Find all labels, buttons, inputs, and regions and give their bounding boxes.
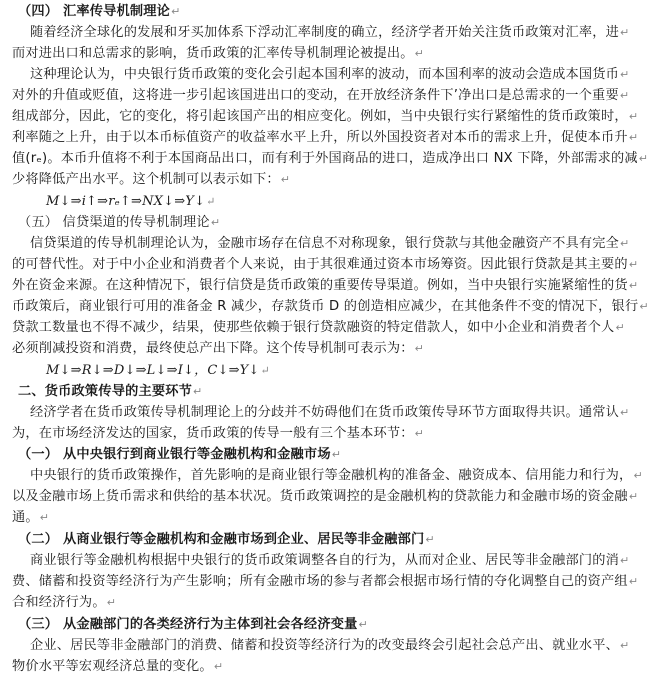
text-line: [30, 234, 629, 255]
formula-line: [46, 361, 270, 382]
paragraph-mark-icon: ↵: [628, 490, 639, 503]
paragraph-mark-icon: ↵: [414, 342, 425, 355]
text-line: [18, 213, 220, 234]
text-line: [12, 339, 424, 360]
text-line: [12, 170, 290, 191]
text-line: [12, 276, 638, 297]
line-text: 随着经济全球化的发展和牙买加体系下浮动汇率制度的确立，经济学者开始关注货币政策对汇率，进: [30, 25, 620, 40]
line-text: 币政策后，商业银行可用的准备金 R 减少，存款货币 D 的创造相应减少，在其他条件不变的情况下，银行: [12, 299, 639, 314]
section-heading: [18, 530, 435, 551]
paragraph-mark-icon: ↵: [620, 26, 630, 39]
paragraph-mark-icon: ↵: [639, 300, 649, 313]
paragraph-mark-icon: ↵: [619, 89, 630, 102]
line-text: 而对进出口和总需求的影响，货币政策的汇率传导机制理论被提出。: [12, 46, 414, 61]
paragraph-mark-icon: ↵: [39, 511, 50, 524]
text-line: [12, 255, 638, 276]
paragraph-mark-icon: ↵: [171, 5, 181, 18]
paragraph-mark-icon: ↵: [414, 427, 425, 440]
paragraph-mark-icon: ↵: [628, 110, 639, 123]
paragraph-mark-icon: ↵: [620, 554, 630, 567]
section-heading: [18, 382, 202, 403]
paragraph-mark-icon: ↵: [633, 469, 643, 482]
line-text: M↓⇒R↓⇒D↓⇒L↓⇒I↓，C↓⇒Y↓: [46, 363, 260, 378]
text-line: [12, 593, 116, 614]
line-text: 少将降低产出水平。这个机制可以表示如下：: [12, 172, 280, 187]
text-line: [12, 487, 638, 508]
paragraph-mark-icon: ↵: [620, 68, 630, 81]
line-text: （三） 从金融部门的各类经济行为主体到社会各经济变量: [18, 617, 358, 632]
text-line: [30, 551, 629, 572]
line-text: （四） 汇率传导机制理论: [18, 4, 171, 19]
section-heading: [18, 2, 180, 23]
formula-line: [46, 192, 216, 213]
text-line: [30, 466, 643, 487]
line-text: （二） 从商业银行等金融机构和金融市场到企业、居民等非金融部门: [18, 532, 425, 547]
paragraph-mark-icon: ↵: [213, 660, 224, 673]
line-text: 的可替代性。对于中小企业和消费者个人来说，由于其很难通过资本市场筹资。因此银行贷款是其主要的: [12, 257, 628, 272]
paragraph-mark-icon: ↵: [620, 639, 630, 652]
line-text: 商业银行等金融机构根据中央银行的货币政策调整各自的行为，从而对企业、居民等非金融部门的消: [30, 553, 620, 568]
line-text: 组成部分，因此，它的变化，将引起该国产出的相应变化。例如，当中央银行实行紧缩性的货币政策时，: [12, 109, 628, 124]
text-line: [30, 403, 629, 424]
paragraph-mark-icon: ↵: [280, 173, 291, 186]
text-line: [30, 23, 629, 44]
paragraph-mark-icon: ↵: [628, 131, 639, 144]
paragraph-mark-icon: ↵: [620, 406, 630, 419]
paragraph-mark-icon: ↵: [425, 533, 435, 546]
line-text: 对外的升值或贬值，这将进一步引起该国进出口的变动，在开放经济条件下’净出口是总需求的一个重要: [12, 88, 619, 103]
line-text: 贷款工数量也不得不减少，结果，使那些依赖于银行贷款融资的特定借款人，如中小企业和消费者个人: [12, 320, 615, 335]
text-line: [12, 128, 638, 149]
line-text: 值(rₑ)。本币升值将不利于本国商品出口，而有利于外国商品的进口，造成净出口 NX 下降，外部需求的减: [12, 151, 638, 166]
line-text: 信贷渠道的传导机制理论认为，金融市场存在信息不对称现象，银行贷款与其他金融资产不具有完全: [30, 236, 620, 251]
line-text: M↓⇒i↑⇒rₑ↑⇒NX↓⇒Y↓: [46, 194, 206, 209]
line-text: 中央银行的货币政策操作，首先影响的是商业银行等金融机构的准备金、融资成本、信用能力和行为，: [30, 468, 633, 483]
line-text: 必须削减投资和消费，最终使总产出下降。这个传导机制可表示为：: [12, 341, 414, 356]
paragraph-mark-icon: ↵: [628, 575, 639, 588]
text-line: [12, 318, 625, 339]
section-heading: [18, 615, 368, 636]
text-line: [12, 44, 424, 65]
line-text: 通。: [12, 510, 39, 525]
text-line: [30, 65, 629, 86]
paragraph-mark-icon: ↵: [106, 596, 117, 609]
paragraph-mark-icon: ↵: [628, 279, 639, 292]
line-text: 利率随之上升，由于以本币标值资产的收益率水平上升，所以外国投资者对本币的需求上升，促使本币升: [12, 130, 628, 145]
line-text: 二、货币政策传导的主要环节: [18, 384, 193, 399]
paragraph-mark-icon: ↵: [260, 364, 270, 377]
line-text: （五） 信贷渠道的传导机制理论: [18, 215, 210, 230]
line-text: 物价水平等宏观经济总量的变化。: [12, 659, 213, 674]
paragraph-mark-icon: ↵: [210, 216, 221, 229]
text-line: [12, 297, 649, 318]
text-line: [12, 149, 648, 170]
text-line: [12, 107, 638, 128]
line-text: （一） 从中央银行到商业银行等金融机构和金融市场: [18, 447, 331, 462]
line-text: 企业、居民等非金融部门的消费、储蓄和投资等经济行为的改变最终会引起社会总产出、就业水平、: [30, 638, 620, 653]
paragraph-mark-icon: ↵: [638, 152, 649, 165]
paragraph-mark-icon: ↵: [358, 618, 368, 631]
paragraph-mark-icon: ↵: [331, 448, 342, 461]
text-line: [30, 636, 629, 657]
line-text: 外在资金来源。在这种情况下，银行信贷是货币政策的重要传导渠道。例如，当中央银行实施紧缩性的货: [12, 278, 628, 293]
paragraph-mark-icon: ↵: [206, 195, 216, 208]
text-line: [12, 424, 424, 445]
line-text: 以及金融市场上货币需求和供给的基本状况。货币政策调控的是金融机构的贷款能力和金融市场的资金融: [12, 489, 628, 504]
line-text: 费、储蓄和投资等经济行为产生影响；所有金融市场的参与者都会根据市场行情的夺化调整自己的资产组: [12, 574, 628, 589]
text-line: [12, 572, 638, 593]
paragraph-mark-icon: ↵: [414, 47, 425, 60]
paragraph-mark-icon: ↵: [628, 258, 639, 271]
text-line: [12, 86, 629, 107]
line-text: 为，在市场经济发达的国家，货币政策的传导一般有三个基本环节：: [12, 426, 414, 441]
line-text: 合和经济行为。: [12, 595, 106, 610]
line-text: 这种理论认为，中央银行货币政策的变化会引起本国利率的波动，而本国利率的波动会造成本国货币: [30, 67, 620, 82]
text-line: [12, 657, 223, 678]
paragraph-mark-icon: ↵: [615, 321, 625, 334]
paragraph-mark-icon: ↵: [193, 385, 203, 398]
text-line: [12, 508, 49, 529]
section-heading: [18, 445, 341, 466]
paragraph-mark-icon: ↵: [620, 237, 630, 250]
line-text: 经济学者在货币政策传导机制理论上的分歧并不妨碍他们在货币政策传导环节方面取得共识。通常认: [30, 405, 620, 420]
